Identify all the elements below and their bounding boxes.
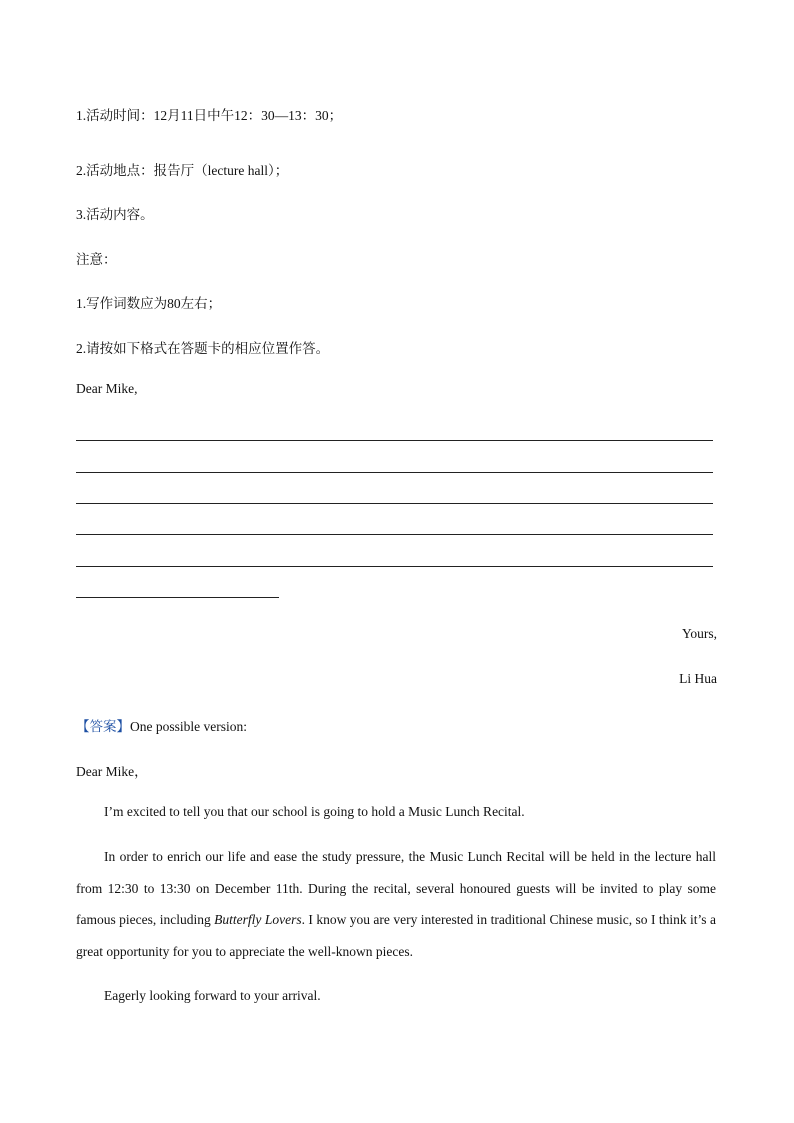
answer-label: One possible version:	[130, 719, 247, 734]
answer-rule	[76, 503, 713, 504]
answer-rule	[76, 440, 713, 441]
answer-paragraph-2-text-end: . I know you are very interested in traditional Chinese music, so I think it’s a great opportunity for you to appreciate the well-known pieces.	[76, 912, 716, 959]
instruction-item-content: 3.活动内容。	[76, 207, 154, 222]
instruction-item-place: 2.活动地点：报告厅（lecture hall）；	[76, 163, 289, 178]
letter-signature: Li Hua	[679, 671, 717, 686]
piece-title: Butterfly Lovers	[214, 912, 302, 927]
answer-rule-short	[76, 597, 279, 598]
note-format: 2.请按如下格式在答题卡的相应位置作答。	[76, 341, 330, 356]
answer-paragraph-2	[76, 841, 716, 967]
note-word-count: 1.写作词数应为80左右；	[76, 296, 222, 311]
answer-greeting: Dear Mike，	[76, 764, 148, 779]
letter-greeting: Dear Mike,	[76, 381, 138, 396]
answer-paragraph-2-text: In order to enrich our life and ease the study pressure, the Music Lunch Recital will be held in the lecture hall from 12:30 to 13:30 on December 11th. During the recital, several honoured guests will be invited to play some famous pieces, including	[76, 849, 716, 927]
note-heading: 注意：	[76, 252, 117, 267]
answer-tag: 【答案】	[76, 719, 130, 734]
instruction-item-time: 1.活动时间：12月11日中午12：30—13：30；	[76, 108, 343, 123]
answer-rule	[76, 472, 713, 473]
answer-paragraph-3: Eagerly looking forward to your arrival.	[104, 988, 321, 1003]
answer-header	[76, 715, 247, 735]
answer-rule	[76, 534, 713, 535]
answer-rule	[76, 566, 713, 567]
answer-paragraph-1: I’m excited to tell you that our school is going to hold a Music Lunch Recital.	[104, 804, 525, 819]
letter-closing: Yours,	[681, 626, 717, 641]
